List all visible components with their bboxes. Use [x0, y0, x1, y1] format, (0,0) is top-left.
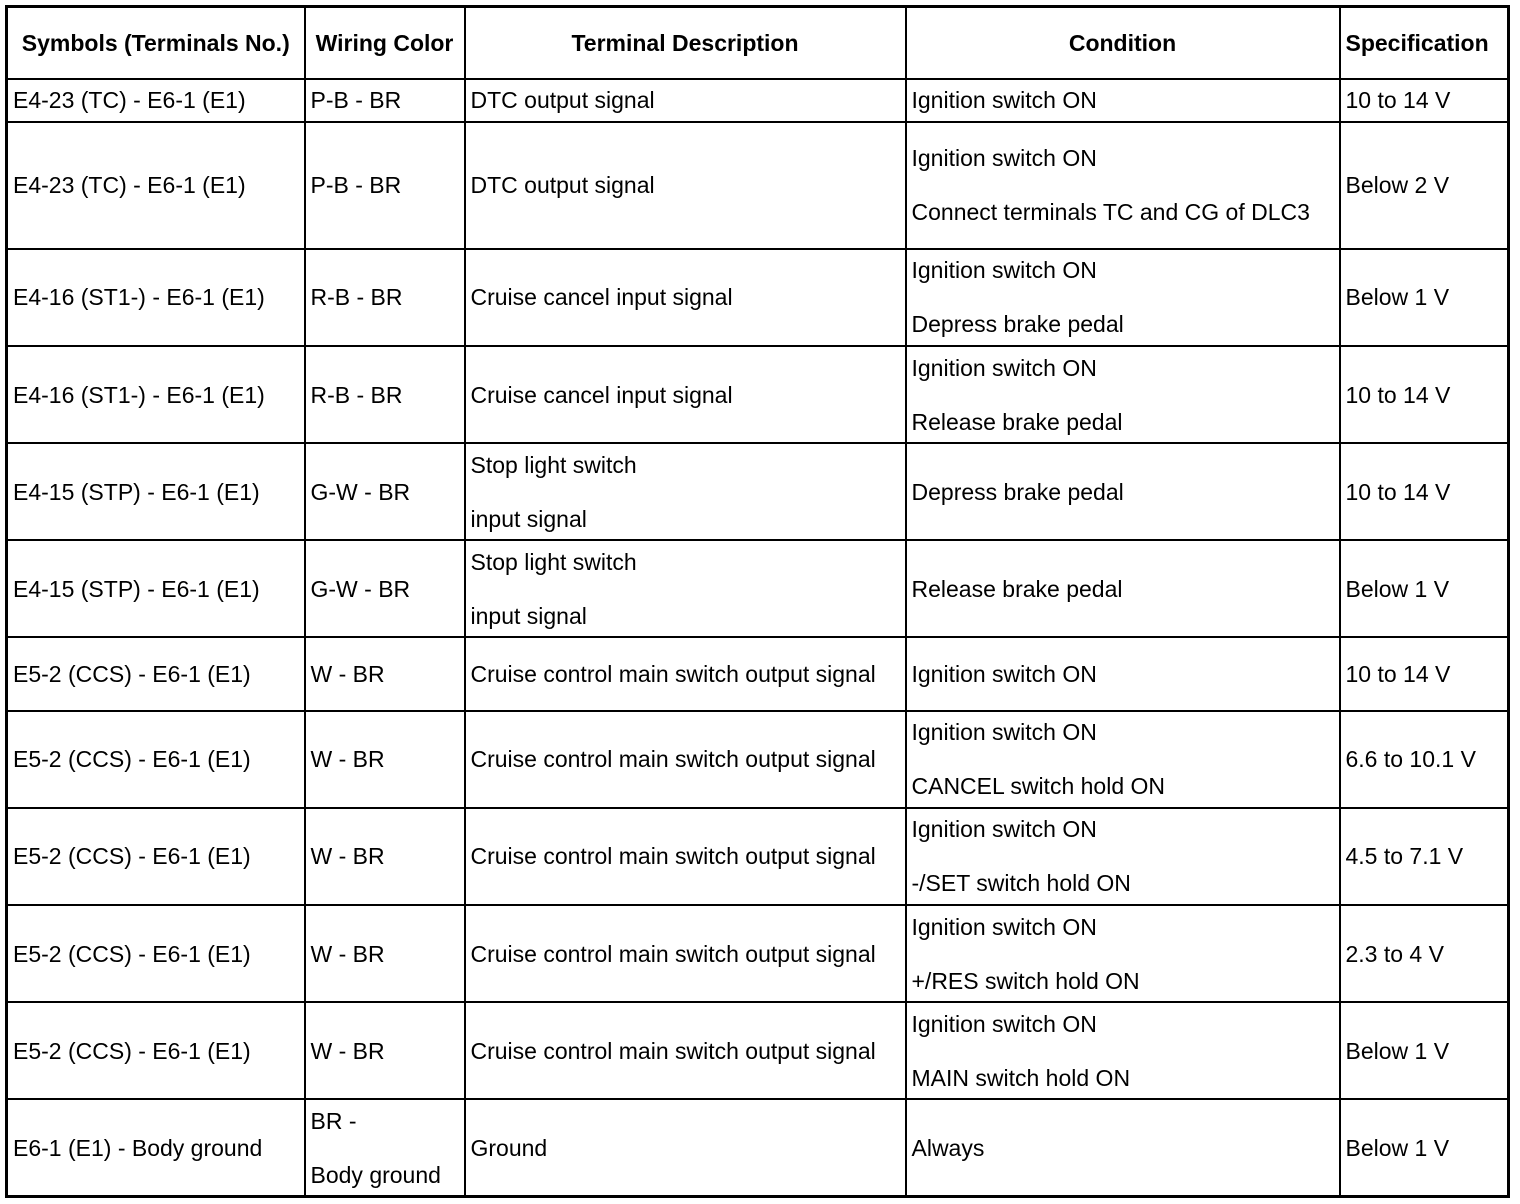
cell-condition-line: Ignition switch ON — [911, 719, 1097, 746]
cell-specification: 6.6 to 10.1 V — [1340, 711, 1509, 808]
cell-terminal-description — [465, 443, 906, 540]
cell-terminal-description — [465, 540, 906, 637]
cell-condition — [906, 1099, 1340, 1196]
cell-wiring-color-line: W - BR — [310, 746, 385, 773]
cell-symbols: E5-2 (CCS) - E6-1 (E1) — [7, 808, 305, 905]
cell-wiring-color-line: BR - — [310, 1107, 357, 1134]
cell-symbols: E4-16 (ST1-) - E6-1 (E1) — [7, 249, 305, 346]
cell-symbols: E5-2 (CCS) - E6-1 (E1) — [7, 1002, 305, 1099]
header-row — [7, 7, 1509, 79]
cell-wiring-color — [305, 1099, 465, 1196]
cell-condition — [906, 637, 1340, 710]
cell-specification: Below 1 V — [1340, 1099, 1509, 1196]
cell-condition-line: Connect terminals TC and CG of DLC3 — [911, 199, 1310, 226]
cell-condition-line: Release brake pedal — [911, 575, 1123, 602]
cell-condition — [906, 346, 1340, 443]
table-row — [7, 79, 1509, 122]
cell-terminal-description-line: DTC output signal — [470, 87, 655, 114]
cell-terminal-description-line: input signal — [470, 602, 587, 629]
cell-symbols: E4-23 (TC) - E6-1 (E1) — [7, 79, 305, 122]
cell-specification: 10 to 14 V — [1340, 443, 1509, 540]
cell-wiring-color-line: R-B - BR — [310, 381, 403, 408]
cell-condition-line: Depress brake pedal — [911, 311, 1124, 338]
cell-wiring-color — [305, 79, 465, 122]
cell-terminal-description-line: input signal — [470, 505, 587, 532]
cell-wiring-color — [305, 637, 465, 710]
cell-symbols: E5-2 (CCS) - E6-1 (E1) — [7, 905, 305, 1002]
cell-condition-line: -/SET switch hold ON — [911, 870, 1131, 897]
cell-specification: Below 1 V — [1340, 1002, 1509, 1099]
cell-specification: Below 2 V — [1340, 122, 1509, 249]
cell-specification: Below 1 V — [1340, 249, 1509, 346]
cell-terminal-description — [465, 122, 906, 249]
cell-symbols: E5-2 (CCS) - E6-1 (E1) — [7, 637, 305, 710]
cell-wiring-color — [305, 905, 465, 1002]
cell-wiring-color — [305, 711, 465, 808]
header-specification: Specification — [1340, 7, 1509, 79]
cell-terminal-description — [465, 249, 906, 346]
cell-condition-line: Ignition switch ON — [911, 816, 1097, 843]
cell-terminal-description-line: DTC output signal — [470, 172, 655, 199]
cell-condition-line: Ignition switch ON — [911, 354, 1097, 381]
terminal-spec-table — [5, 5, 1510, 1198]
cell-condition-line: Ignition switch ON — [911, 913, 1097, 940]
cell-specification: 4.5 to 7.1 V — [1340, 808, 1509, 905]
cell-symbols: E4-23 (TC) - E6-1 (E1) — [7, 122, 305, 249]
cell-terminal-description — [465, 808, 906, 905]
cell-wiring-color — [305, 1002, 465, 1099]
cell-symbols: E5-2 (CCS) - E6-1 (E1) — [7, 711, 305, 808]
table-row — [7, 637, 1509, 710]
header-symbols: Symbols (Terminals No.) — [7, 7, 305, 79]
cell-condition-line: Ignition switch ON — [911, 87, 1097, 114]
cell-terminal-description-line: Cruise cancel input signal — [470, 381, 733, 408]
cell-symbols: E6-1 (E1) - Body ground — [7, 1099, 305, 1196]
table-row — [7, 249, 1509, 346]
cell-symbols: E4-15 (STP) - E6-1 (E1) — [7, 443, 305, 540]
cell-wiring-color-line: W - BR — [310, 843, 385, 870]
cell-wiring-color-line: Body ground — [310, 1161, 441, 1188]
table-row — [7, 443, 1509, 540]
table-row — [7, 808, 1509, 905]
cell-wiring-color-line: W - BR — [310, 661, 385, 688]
header-wiring-color: Wiring Color — [305, 7, 465, 79]
cell-terminal-description-line: Cruise cancel input signal — [470, 284, 733, 311]
cell-condition-line: Ignition switch ON — [911, 1010, 1097, 1037]
cell-terminal-description — [465, 346, 906, 443]
cell-terminal-description-line: Cruise control main switch output signal — [470, 746, 876, 773]
cell-terminal-description — [465, 905, 906, 1002]
cell-condition — [906, 79, 1340, 122]
table-row — [7, 346, 1509, 443]
cell-condition-line: +/RES switch hold ON — [911, 967, 1140, 994]
cell-wiring-color — [305, 346, 465, 443]
cell-terminal-description-line: Cruise control main switch output signal — [470, 843, 876, 870]
cell-wiring-color-line: P-B - BR — [310, 87, 402, 114]
cell-condition — [906, 443, 1340, 540]
cell-condition — [906, 249, 1340, 346]
cell-wiring-color — [305, 540, 465, 637]
cell-condition-line: Always — [911, 1134, 985, 1161]
cell-condition-line: Release brake pedal — [911, 408, 1123, 435]
cell-symbols: E4-16 (ST1-) - E6-1 (E1) — [7, 346, 305, 443]
cell-terminal-description-line: Cruise control main switch output signal — [470, 940, 876, 967]
cell-wiring-color — [305, 808, 465, 905]
header-terminal-description: Terminal Description — [465, 7, 906, 79]
cell-wiring-color-line: R-B - BR — [310, 284, 403, 311]
cell-terminal-description-line: Stop light switch — [470, 548, 637, 575]
cell-terminal-description-line: Cruise control main switch output signal — [470, 661, 876, 688]
cell-condition — [906, 905, 1340, 1002]
cell-condition — [906, 808, 1340, 905]
cell-specification: Below 1 V — [1340, 540, 1509, 637]
cell-condition-line: CANCEL switch hold ON — [911, 773, 1166, 800]
table-row — [7, 1099, 1509, 1196]
cell-condition — [906, 540, 1340, 637]
cell-condition-line: Depress brake pedal — [911, 478, 1124, 505]
cell-specification: 10 to 14 V — [1340, 637, 1509, 710]
cell-terminal-description-line: Stop light switch — [470, 451, 637, 478]
cell-symbols: E4-15 (STP) - E6-1 (E1) — [7, 540, 305, 637]
cell-specification: 2.3 to 4 V — [1340, 905, 1509, 1002]
cell-wiring-color-line: W - BR — [310, 1037, 385, 1064]
table-row — [7, 905, 1509, 1002]
cell-specification: 10 to 14 V — [1340, 346, 1509, 443]
cell-terminal-description — [465, 1002, 906, 1099]
cell-condition — [906, 1002, 1340, 1099]
cell-terminal-description — [465, 1099, 906, 1196]
cell-wiring-color — [305, 122, 465, 249]
header-condition: Condition — [906, 7, 1340, 79]
cell-specification: 10 to 14 V — [1340, 79, 1509, 122]
cell-terminal-description — [465, 637, 906, 710]
cell-wiring-color-line: G-W - BR — [310, 575, 411, 602]
cell-wiring-color — [305, 249, 465, 346]
cell-terminal-description-line: Cruise control main switch output signal — [470, 1037, 876, 1064]
cell-wiring-color-line: G-W - BR — [310, 478, 411, 505]
cell-condition-line: Ignition switch ON — [911, 661, 1097, 688]
cell-wiring-color-line: P-B - BR — [310, 172, 402, 199]
cell-terminal-description — [465, 79, 906, 122]
cell-wiring-color-line: W - BR — [310, 940, 385, 967]
cell-condition-line: MAIN switch hold ON — [911, 1064, 1131, 1091]
cell-condition-line: Ignition switch ON — [911, 257, 1097, 284]
cell-condition-line: Ignition switch ON — [911, 145, 1097, 172]
table-row — [7, 122, 1509, 249]
table-body — [7, 79, 1509, 1197]
table-row — [7, 711, 1509, 808]
table-row — [7, 1002, 1509, 1099]
table-row — [7, 540, 1509, 637]
cell-condition — [906, 711, 1340, 808]
cell-wiring-color — [305, 443, 465, 540]
cell-terminal-description-line: Ground — [470, 1134, 548, 1161]
cell-terminal-description — [465, 711, 906, 808]
cell-condition — [906, 122, 1340, 249]
